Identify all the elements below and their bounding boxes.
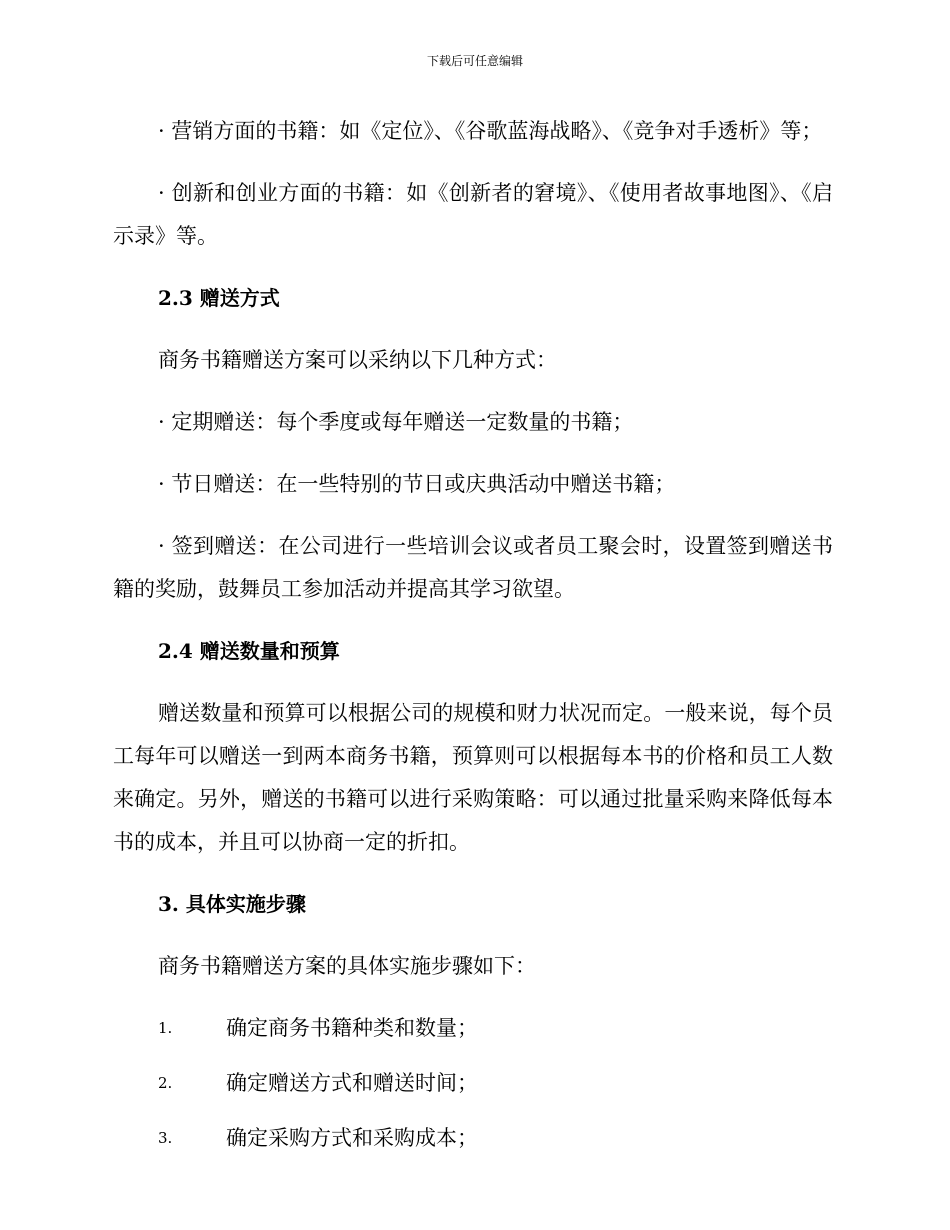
list-item-text: 确定采购方式和采购成本； (226, 1126, 478, 1150)
section-heading-3: 3. 具体实施步骤 (158, 892, 306, 916)
document-body (113, 110, 833, 1172)
list-item-text: 确定赠送方式和赠送时间； (226, 1071, 478, 1095)
paragraph-holiday-gift: · 节日赠送：在一些特别的节日或庆典活动中赠送书籍； (158, 472, 676, 496)
list-item (113, 1062, 833, 1105)
paragraph-methods-intro: 商务书籍赠送方案可以采纳以下几种方式： (158, 348, 557, 372)
list-item (113, 1117, 833, 1160)
paragraph-signin-gift: · 签到赠送：在公司进行一些培训会议或者员工聚会时，设置签到赠送书籍的奖励，鼓舞员工参加活动并提高其学习欲望。 (113, 534, 833, 601)
paragraph-regular-gift: · 定期赠送：每个季度或每年赠送一定数量的书籍； (158, 410, 634, 434)
section-heading-2-4: 2.4 赠送数量和预算 (158, 639, 340, 663)
list-item (113, 1007, 833, 1050)
list-item-number: 3. (158, 1129, 173, 1147)
list-item-number: 1. (158, 1019, 173, 1037)
list-item-number: 2. (158, 1074, 173, 1092)
section-heading-2-3: 2.3 赠送方式 (158, 286, 280, 310)
paragraph-marketing-books: · 营销方面的书籍：如《定位》、《谷歌蓝海战略》、《竞争对手透析》等； (158, 119, 823, 143)
page-header: 下载后可任意编辑 (426, 54, 523, 68)
paragraph-innovation-books: · 创新和创业方面的书籍：如《创新者的窘境》、《使用者故事地图》、《启示录》等。 (113, 181, 833, 248)
paragraph-steps-intro: 商务书籍赠送方案的具体实施步骤如下： (158, 954, 536, 978)
list-item-text: 确定商务书籍种类和数量； (226, 1016, 478, 1040)
paragraph-budget: 赠送数量和预算可以根据公司的规模和财力状况而定。一般来说，每个员工每年可以赠送一到两本商务书籍，预算则可以根据每本书的价格和员工人数来确定。另外，赠送的书籍可以进行采购策略：可以通过批量采购来降低每本书的成本，并且可以协商一定的折扣。 (113, 701, 833, 854)
